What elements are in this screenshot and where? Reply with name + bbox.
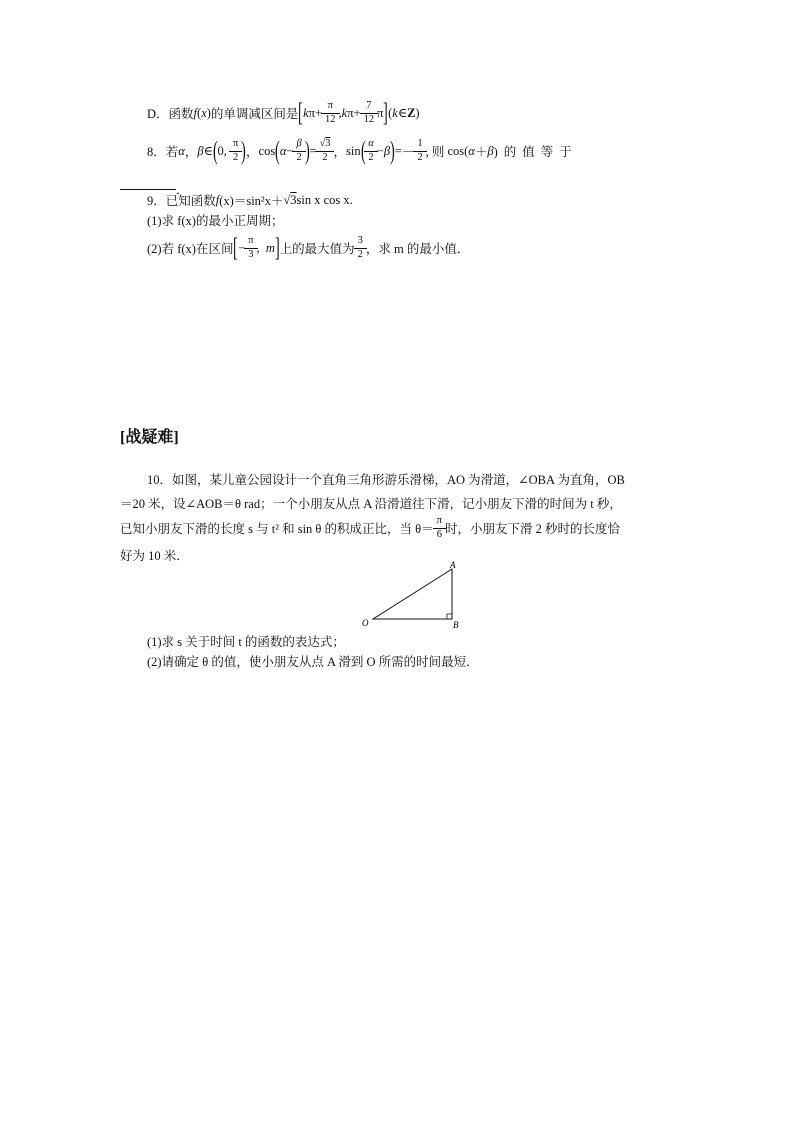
triangle-shape [373,569,452,619]
right-angle-mark [447,614,452,619]
fraction: $\frac{\pi}{6}$ [435,516,444,540]
option-d-label: D．函数 [147,107,194,121]
section-heading: [战疑难] [120,429,179,446]
question-9-part2: (2)若 f(x)在区间 [ − $\frac{\pi}{3}$ , m ] 上的最大值为 $\frac{3}{2}$ ，求 m 的最小值． [147,233,470,262]
question-9-line1: 9．已知函数 f (x)＝sin²x＋ √ 3 sin x cos x. [147,192,353,208]
question-10-part2: (2)请确定 θ 的值，使小朋友从点 A 滑到 O 所需的时间最短． [147,655,479,669]
option-d: D．函数 f ( x ) 的单调减区间是 [ k π + $\frac{\pi}{12}$ , k π + $\frac{7}{12}$ π ] ( k∈ Z ) [147,98,420,127]
question-8: 8．若 α ， β ∈ ( 0 , $\frac{\pi}{2}$ ) ， cos ( α − $\frac{\beta}{2}$ ) = $\frac{√3}{2}$ ， sin ( $\frac{\alpha}{2}$ − β ) = － $\frac{1}{2}$ , 则 cos( α ＋ β )的值等于 [147,136,578,165]
fraction: $\frac{3}{2}$ [356,236,365,260]
fraction: $\frac{\alpha}{2}$ [366,139,376,163]
question-10-part1: (1)求 s 关于时间 t 的函数的表达式； [147,635,345,649]
fraction: $\frac{7}{12}$ [362,101,377,125]
fraction: $\frac{1}{2}$ [415,139,424,163]
fraction: $\frac{\beta}{2}$ [294,139,303,163]
answer-blank: ． [120,180,189,198]
fraction: $\frac{√3}{2}$ [317,139,332,163]
question-10-line4: 好为 10 米． [120,549,189,563]
fraction: $\frac{\pi}{12}$ [323,101,338,125]
fraction: $\frac{\pi}{3}$ [246,236,255,260]
question-9-part1: (1)求 f(x)的最小正周期； [147,214,284,228]
label-a: A [450,560,456,570]
label-o: O [362,618,369,628]
question-10-line2: ＝20 米，设∠AOB＝θ rad；一个小朋友从点 A 沿滑道往下滑，记小朋友下滑的时间为 t 秒， [120,497,622,511]
triangle-figure [356,560,466,630]
question-10-line1: 10．如图，某儿童公园设计一个直角三角形游乐滑梯，AO 为滑道，∠OBA 为直角，OB [147,473,625,487]
label-b: B [453,620,459,630]
question-10-line3: 已知小朋友下滑的长度 s 与 t² 和 sin θ 的积成正比，当 θ＝ $\frac{\pi}{6}$ 时，小朋友下滑 2 秒时的长度恰 [120,515,620,540]
fraction: $\frac{\pi}{2}$ [231,139,240,163]
